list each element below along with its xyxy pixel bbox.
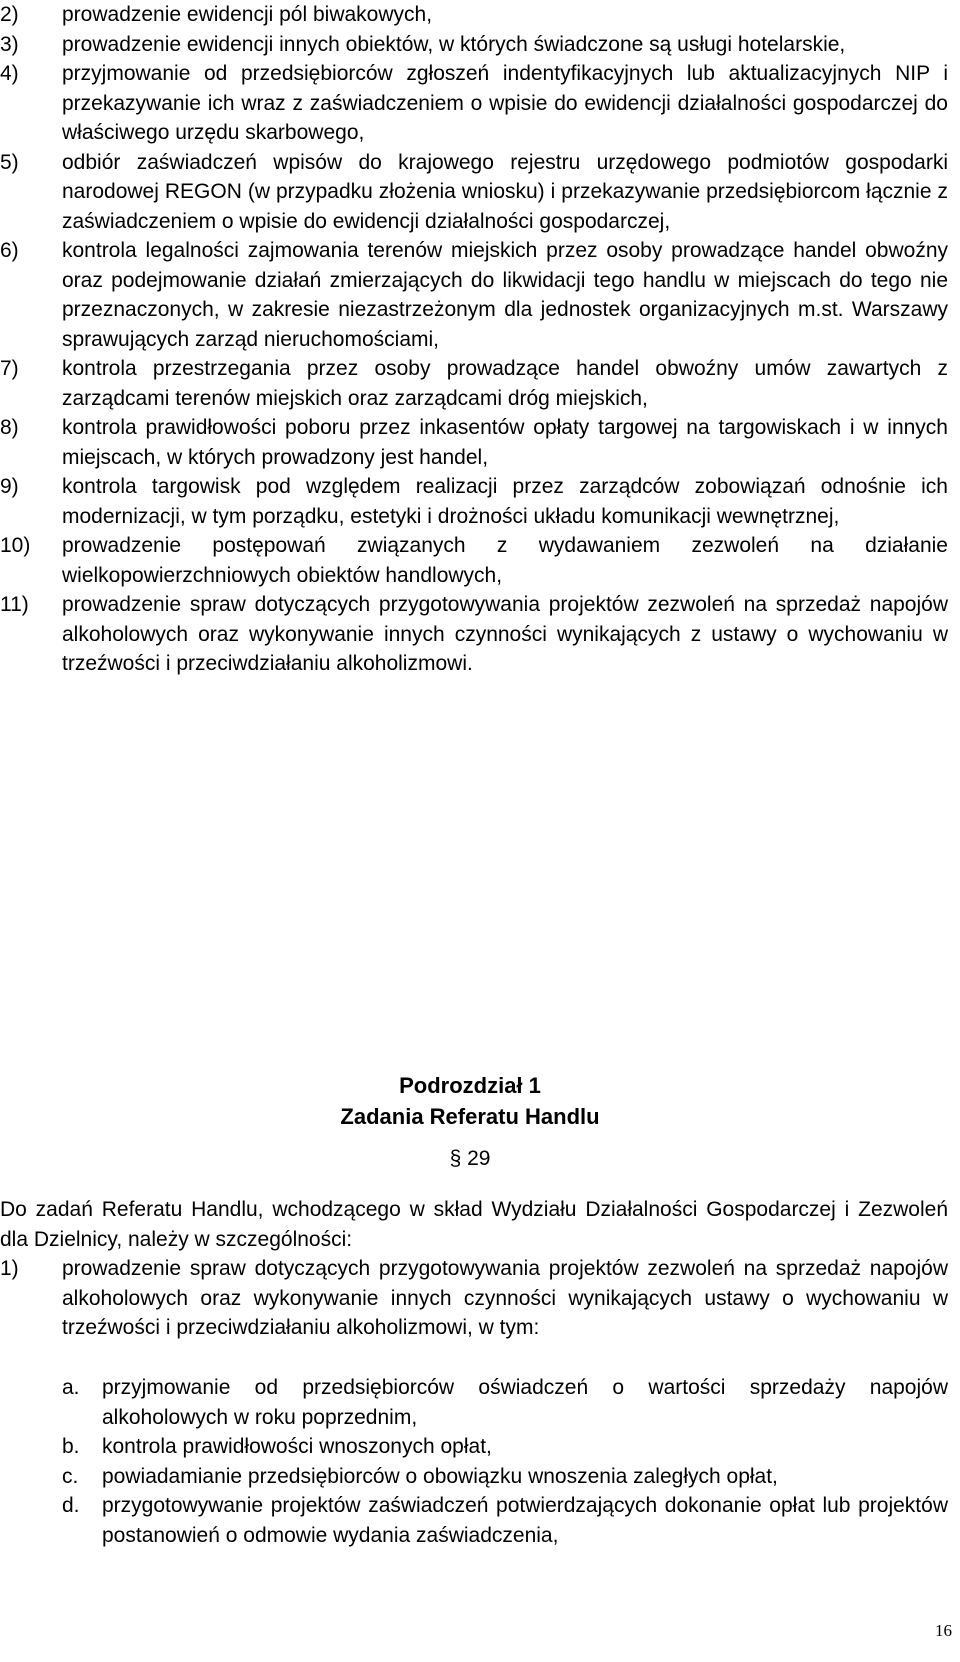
list-item-text: prowadzenie ewidencji innych obiektów, w których świadczone są usługi hotelarskie, — [62, 32, 846, 56]
list-item — [0, 1254, 960, 1343]
subsection-title: Zadania Referatu Handlu — [340, 1104, 600, 1129]
list-item — [0, 354, 960, 413]
list-item-text: kontrola legalności zajmowania terenów miejskich przez osoby prowadzące handel obwoźny oraz podejmowanie działań zmierzających do likwidacji tego handlu w miejscach do tego nie przeznaczonych, w zakresie niezastrzeżonym dla jednostek organizacyjnych m.st. Warszawy sprawujących zarząd nieruchomościami, — [62, 239, 948, 351]
list-item-text: prowadzenie spraw dotyczących przygotowywania projektów zezwoleń na sprzedaż napojów alkoholowych oraz wykonywanie innych czynności wynikających z ustawy o wychowaniu w trzeźwości i przeciwdziałaniu alkoholizmowi. — [62, 593, 948, 675]
sublist-item-text: przygotowywanie projektów zaświadczeń potwierdzających dokonanie opłat lub projektów postanowień o odmowie wydania zaświadczenia, — [102, 1494, 948, 1547]
page-number: 16 — [935, 1621, 952, 1640]
subsection-number: Podrozdział 1 — [399, 1073, 541, 1098]
list-item-text: przyjmowanie od przedsiębiorców zgłoszeń indentyfikacyjnych lub aktualizacyjnych NIP i przekazywanie ich wraz z zaświadczeniem o wpisie do ewidencji działalności gospodarczej do właściwego urzędu skarbowego, — [62, 62, 948, 144]
sublist-item-text: kontrola prawidłowości wnoszonych opłat, — [102, 1435, 492, 1458]
list-item-text: prowadzenie postępowań związanych z wydawaniem zezwoleń na działanie wielkopowierzchniowych obiektów handlowych, — [62, 534, 948, 587]
list-item — [0, 413, 960, 472]
list-item-number: 10) — [0, 534, 31, 557]
intro-paragraph: Do zadań Referatu Handlu, wchodzącego w skład Wydziału Działalności Gospodarczej i Zezwoleń dla Dzielnicy, należy w szczególności: — [0, 1198, 948, 1251]
sublist-item — [62, 1373, 960, 1432]
list-item-number: 8) — [0, 416, 19, 439]
paragraph-number: § 29 — [449, 1147, 491, 1170]
list-item-text: kontrola prawidłowości poboru przez inkasentów opłaty targowej na targowiskach i w innych miejscach, w których prowadzony jest handel, — [62, 416, 948, 469]
list-item — [0, 59, 960, 148]
list-item-number: 4) — [0, 62, 19, 85]
sublist-item-letter: a. — [62, 1376, 80, 1399]
list-item-text: kontrola przestrzegania przez osoby prowadzące handel obwoźny umów zawartych z zarządcami terenów miejskich oraz zarządcami dróg miejskich, — [62, 357, 948, 410]
list-item-number: 7) — [0, 357, 19, 380]
subsection-heading — [0, 1070, 940, 1132]
sublist-item — [62, 1432, 960, 1462]
list-item-number: 9) — [0, 475, 19, 498]
list-item — [0, 30, 960, 60]
subtask-list — [0, 1373, 960, 1550]
sublist-item — [62, 1491, 960, 1550]
list-item — [0, 236, 960, 354]
list-item-text: odbiór zaświadczeń wpisów do krajowego rejestru urzędowego podmiotów gospodarki narodowej REGON (w przypadku złożenia wniosku) i przekazywanie przedsiębiorcom łącznie z zaświadczeniem o wpisie do ewidencji działalności gospodarczej, — [62, 150, 948, 233]
list-item — [0, 590, 960, 679]
sublist-item-text: powiadamianie przedsiębiorców o obowiązku wnoszenia zaległych opłat, — [102, 1464, 778, 1488]
list-item-text: prowadzenie spraw dotyczących przygotowywania projektów zezwoleń na sprzedaż napojów alkoholowych oraz wykonywanie innych czynności wynikających ustawy o wychowaniu w trzeźwości i przeciwdziałaniu alkoholizmowi, w tym: — [62, 1257, 948, 1339]
list-item — [0, 0, 960, 30]
list-item-text: prowadzenie ewidencji pól biwakowych, — [62, 3, 433, 26]
task-list-top — [0, 0, 960, 679]
list-item — [0, 472, 960, 531]
list-item-number: 5) — [0, 150, 19, 174]
list-item-text: kontrola targowisk pod względem realizacji przez zarządców zobowiązań odnośnie ich modernizacji, w tym porządku, estetyki i drożności układu komunikacji wewnętrznej, — [62, 475, 948, 528]
sublist-item-text: przyjmowanie od przedsiębiorców oświadczeń o wartości sprzedaży napojów alkoholowych w roku poprzednim, — [102, 1376, 948, 1429]
list-item — [0, 148, 960, 237]
task-list-bottom — [0, 1254, 960, 1343]
sublist-item-letter: c. — [62, 1464, 79, 1488]
sublist-item — [62, 1462, 960, 1492]
list-item-number: 3) — [0, 32, 19, 56]
list-item-number: 11) — [0, 593, 29, 616]
sublist-item-letter: b. — [62, 1435, 80, 1458]
list-item-number: 2) — [0, 3, 19, 26]
list-item — [0, 531, 960, 590]
list-item-number: 1) — [0, 1257, 19, 1280]
sublist-item-letter: d. — [62, 1494, 80, 1517]
list-item-number: 6) — [0, 239, 19, 262]
